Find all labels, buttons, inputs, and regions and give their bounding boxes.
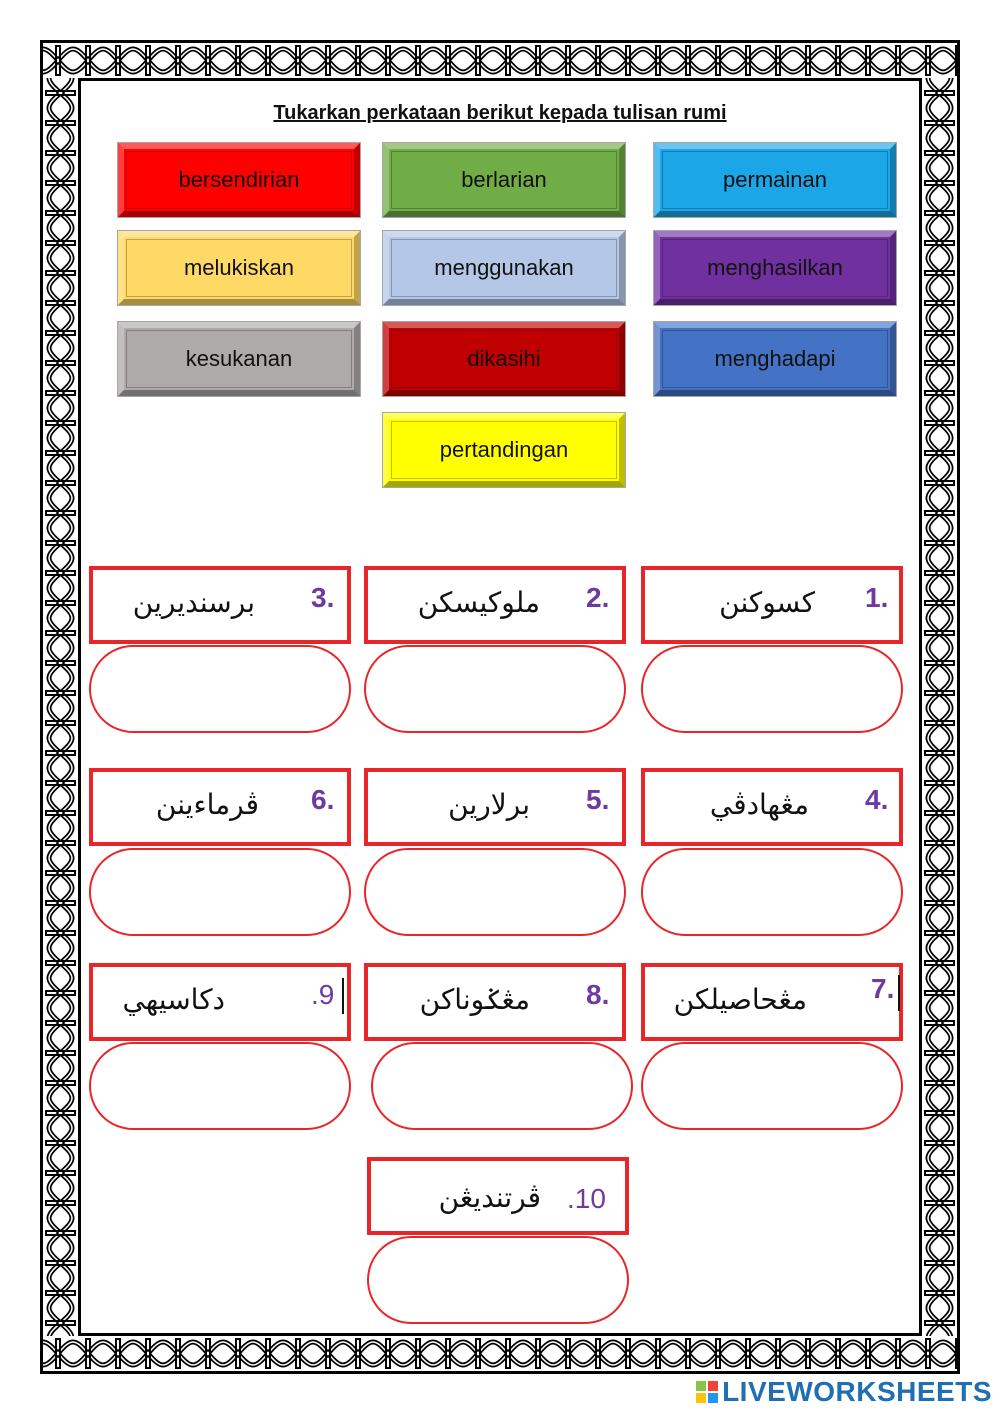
question-box-5 <box>364 768 626 846</box>
answer-field-4[interactable] <box>641 848 903 936</box>
question-jawi-word: كسوكنن <box>719 586 815 619</box>
question-jawi-word: برلارين <box>448 788 530 821</box>
text-cursor <box>342 978 344 1014</box>
word-tile-dikasihi[interactable]: dikasihi <box>383 322 625 396</box>
question-box-9 <box>89 963 351 1041</box>
word-tile-pertandingan[interactable]: pertandingan <box>383 413 625 487</box>
question-jawi-word: مڠݢوناكن <box>419 983 530 1016</box>
border-pattern-top <box>43 43 957 78</box>
question-jawi-word: دكاسيهي <box>122 983 225 1016</box>
answer-field-9[interactable] <box>89 1042 351 1130</box>
question-number: .10 <box>567 1183 606 1214</box>
question-jawi-word: ڤرماءينن <box>155 788 259 821</box>
question-number: 6. <box>311 784 335 815</box>
question-jawi-word: مڠهادڤي <box>709 788 809 821</box>
text-cursor <box>898 975 900 1011</box>
question-box-1 <box>641 566 903 644</box>
answer-field-5[interactable] <box>364 848 626 936</box>
logo-grid-icon <box>696 1381 718 1403</box>
question-jawi-word: ڤرتنديڠن <box>438 1181 541 1214</box>
question-box-6 <box>89 768 351 846</box>
border-pattern-left <box>43 78 78 1336</box>
answer-field-1[interactable] <box>641 645 903 733</box>
word-tile-kesukanan[interactable]: kesukanan <box>118 322 360 396</box>
word-tile-menghasilkan[interactable]: menghasilkan <box>654 231 896 305</box>
question-number: 8. <box>586 979 610 1010</box>
word-tile-bersendirian[interactable]: bersendirian <box>118 143 360 217</box>
word-tile-permainan[interactable]: permainan <box>654 143 896 217</box>
question-number: 5. <box>586 784 610 815</box>
liveworksheets-logo <box>696 1374 992 1410</box>
answer-field-3[interactable] <box>89 645 351 733</box>
answer-field-10[interactable] <box>367 1236 629 1324</box>
word-tile-menggunakan[interactable]: menggunakan <box>383 231 625 305</box>
logo-text: LIVEWORKSHEETS <box>722 1376 992 1407</box>
instruction-title: Tukarkan perkataan berikut kepada tulisan rumi <box>273 102 727 124</box>
question-box-2 <box>364 566 626 644</box>
question-box-3 <box>89 566 351 644</box>
answer-field-8[interactable] <box>371 1042 633 1130</box>
border-pattern-right <box>922 78 957 1336</box>
question-box-10 <box>367 1157 629 1235</box>
answer-field-6[interactable] <box>89 848 351 936</box>
question-box-4 <box>641 768 903 846</box>
question-jawi-word: برسنديرين <box>132 586 255 619</box>
word-tile-melukiskan[interactable]: melukiskan <box>118 231 360 305</box>
word-tile-berlarian[interactable]: berlarian <box>383 143 625 217</box>
answer-field-2[interactable] <box>364 645 626 733</box>
question-number: 7. <box>871 973 895 1004</box>
question-number: 1. <box>865 582 889 613</box>
word-tile-menghadapi[interactable]: menghadapi <box>654 322 896 396</box>
question-box-8 <box>364 963 626 1041</box>
border-pattern-bottom <box>43 1336 957 1371</box>
question-number: .9 <box>311 979 335 1010</box>
answer-field-7[interactable] <box>641 1042 903 1130</box>
question-jawi-word: مڠحاصيلكن <box>673 983 807 1016</box>
question-number: 4. <box>865 784 889 815</box>
question-number: 3. <box>311 582 335 613</box>
question-jawi-word: ملوكيسكن <box>417 586 540 619</box>
question-box-7 <box>641 963 903 1041</box>
question-number: 2. <box>586 582 610 613</box>
